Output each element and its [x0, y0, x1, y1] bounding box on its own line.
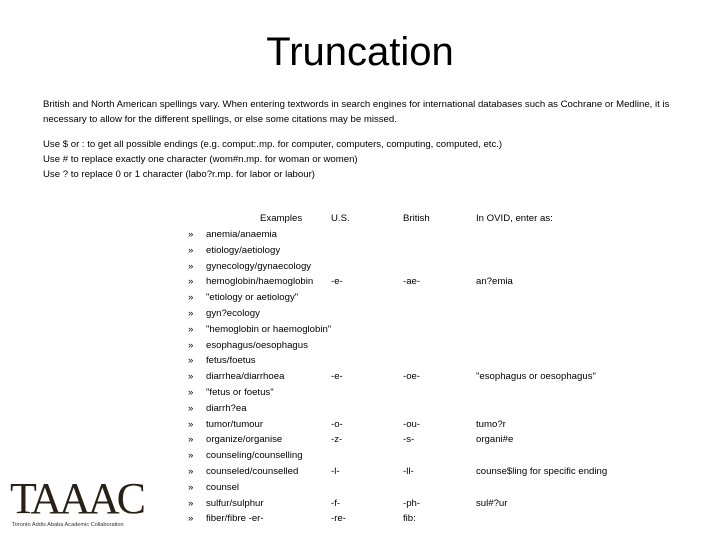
intro-block	[43, 97, 713, 182]
us-cell: -re-	[331, 513, 346, 525]
header-us: U.S.	[331, 213, 350, 224]
example-cell: gynecology/gynaecology	[206, 260, 312, 272]
intro-paragraph: British and North American spellings vary. When entering textwords in search engines for international databases such as Cochrane or Medline, it is necessary to allow for the different spellings, or else some citations may be missed.	[43, 99, 670, 125]
rule-1: Use $ or : to get all possible endings (e.g. comput:.mp. for computer, computers, computing, computed, etc.)	[43, 139, 503, 150]
bullet-icon: »	[188, 308, 194, 319]
us-cell: -f-	[331, 497, 341, 509]
table-row	[0, 369, 720, 384]
bullet-icon: »	[188, 497, 194, 509]
example-cell: counseling/counselling	[206, 450, 303, 462]
logo-caption: Toronto Addis Ababa Academic Collaboration	[12, 522, 124, 528]
example-cell: esophagus/oesophagus	[206, 339, 308, 351]
us-cell: -e-	[331, 371, 343, 383]
table-row	[0, 259, 720, 274]
us-cell: -l-	[331, 466, 340, 477]
example-cell: organize/organise	[206, 434, 283, 446]
bullet-icon: »	[188, 513, 194, 525]
table-row	[0, 353, 720, 368]
us-cell: -e-	[331, 276, 343, 288]
bullet-icon: »	[188, 244, 194, 256]
example-cell: gyn?ecology	[206, 308, 260, 319]
bullet-icon: »	[188, 276, 194, 288]
rule-2: Use # to replace exactly one character (wom#n.mp. for woman or women)	[43, 154, 358, 165]
ovid-cell: counse$ling for specific ending	[476, 466, 608, 477]
example-cell: hemoglobin/haemoglobin	[206, 276, 314, 288]
us-cell: -z-	[331, 434, 343, 446]
bullet-icon: »	[188, 418, 194, 430]
example-cell: fiber/fibre -er-	[206, 513, 264, 525]
us-cell: -o-	[331, 418, 343, 430]
header-british: British	[403, 213, 430, 224]
british-cell: fib:	[403, 513, 416, 525]
example-cell: "etiology or aetiology"	[206, 292, 299, 304]
bullet-icon: »	[188, 292, 194, 304]
example-cell: tumor/tumour	[206, 418, 264, 430]
british-cell: -ph-	[403, 497, 421, 509]
example-cell: anemia/anaemia	[206, 229, 277, 240]
example-cell: "hemoglobin or haemoglobin"	[206, 323, 332, 335]
british-cell: -ae-	[403, 276, 421, 288]
ovid-cell: tumo?r	[476, 418, 506, 430]
example-cell: fetus/foetus	[206, 355, 256, 367]
example-cell: etiology/aetiology	[206, 244, 281, 256]
british-cell: -ou-	[403, 418, 421, 430]
table-row	[0, 306, 720, 321]
table-row	[0, 385, 720, 400]
bullet-icon: »	[188, 355, 194, 367]
british-cell: -s-	[403, 434, 415, 446]
bullet-icon: »	[188, 402, 194, 414]
table-row	[0, 274, 720, 289]
bullet-icon: »	[188, 466, 194, 477]
example-cell: counsel	[206, 481, 240, 493]
table-row	[0, 417, 720, 432]
bullet-icon: »	[188, 323, 194, 335]
example-cell: diarrh?ea	[206, 402, 247, 414]
header-ovid: In OVID, enter as:	[476, 213, 553, 224]
header-examples: Examples	[260, 213, 303, 224]
table-row	[0, 290, 720, 305]
bullet-icon: »	[188, 434, 194, 446]
slide-title: Truncation	[266, 30, 454, 74]
bullet-icon: »	[188, 387, 194, 398]
ovid-cell: "esophagus or oesophagus"	[476, 371, 596, 383]
ovid-cell: sul#?ur	[476, 497, 508, 509]
example-cell: "fetus or foetus"	[206, 387, 274, 398]
table-row	[0, 322, 720, 337]
taaac-logo: TAAAC	[10, 474, 144, 523]
ovid-cell: organi#e	[476, 434, 514, 446]
table-row	[0, 227, 720, 242]
table-row	[0, 401, 720, 416]
example-cell: diarrhea/diarrhoea	[206, 371, 285, 383]
bullet-icon: »	[188, 481, 194, 493]
bullet-icon: »	[188, 371, 194, 383]
british-cell: -ll-	[403, 466, 414, 477]
bullet-icon: »	[188, 260, 194, 272]
example-cell: counseled/counselled	[206, 466, 299, 477]
bullet-icon: »	[188, 339, 194, 351]
bullet-icon: »	[188, 450, 194, 462]
table-row	[0, 432, 720, 447]
british-cell: -oe-	[403, 371, 421, 383]
table-row	[0, 243, 720, 258]
table-row	[0, 338, 720, 353]
rule-3: Use ? to replace 0 or 1 character (labo?r.mp. for labor or labour)	[43, 169, 315, 180]
table-row	[0, 448, 720, 463]
example-cell: sulfur/sulphur	[206, 497, 264, 509]
ovid-cell: an?emia	[476, 276, 513, 288]
bullet-icon: »	[188, 229, 194, 240]
